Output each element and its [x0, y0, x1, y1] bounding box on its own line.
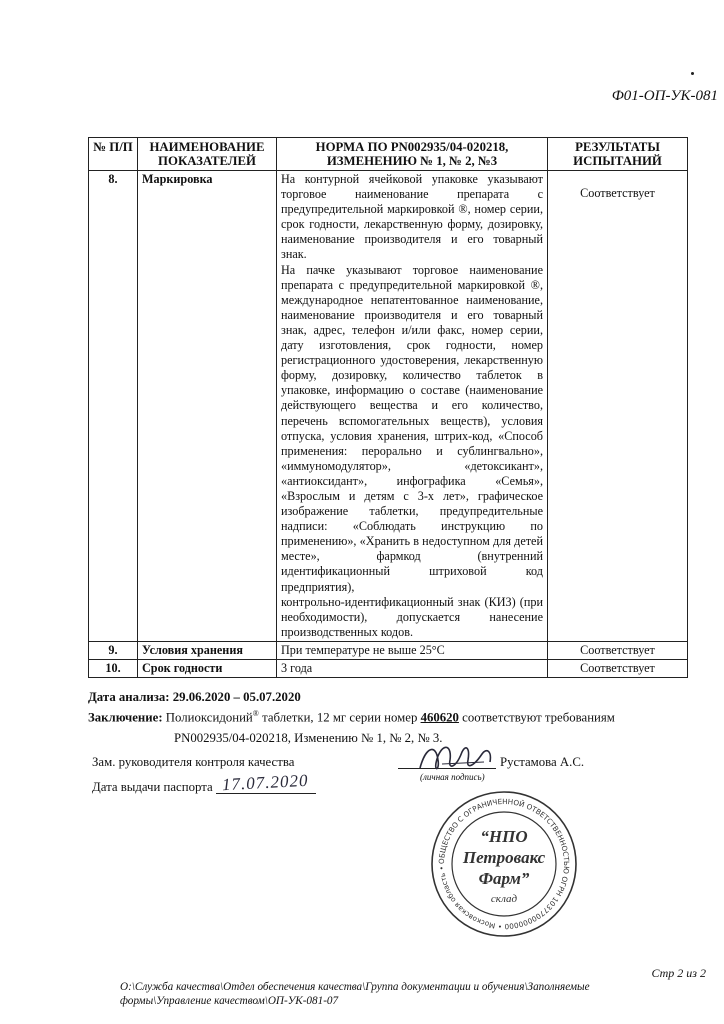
stamp-line1: “НПО [480, 827, 528, 846]
row-result: Соответствует [548, 660, 688, 678]
row-result: Соответствует [548, 171, 688, 642]
row-name: Маркировка [138, 171, 277, 642]
header-result: РЕЗУЛЬТАТЫ ИСПЫТАНИЙ [548, 138, 688, 171]
document-code: Ф01-ОП-УК-081 [611, 88, 718, 104]
table-header-row [89, 138, 688, 171]
signatory-position: Зам. руководителя контроля качества [92, 755, 295, 769]
conclusion [88, 709, 615, 725]
row-result: Соответствует [548, 641, 688, 659]
norm-paragraph: На контурной ячейковой упаковке указывают торговое наименование препарата с предупредительной маркировкой ®, номер серии, срок годности, лекарственную форму, дозировку, наименование производителя и его товарный знак. [281, 172, 543, 262]
analysis-label: Дата анализа: [88, 690, 170, 704]
analysis-date [88, 690, 301, 705]
header-norm: НОРМА ПО PN002935/04-020218, ИЗМЕНЕНИЮ № 1, № 2, №3 [277, 138, 548, 171]
company-stamp [430, 790, 578, 938]
header-num: № П/П [89, 138, 138, 171]
signature-scribble [412, 738, 502, 778]
table-row [89, 641, 688, 659]
row-name: Условия хранения [138, 641, 277, 659]
norm-paragraph: контрольно-идентификационный знак (КИЗ) (при необходимости), допускается нанесение производственных кодов. [281, 594, 543, 639]
conclusion-text: соответствуют требованиям [458, 710, 615, 725]
conclusion-line2: PN002935/04-020218, Изменению № 1, № 2, № 3. [174, 731, 443, 745]
table-row [89, 660, 688, 678]
registered-mark: ® [252, 709, 259, 718]
scan-speck [691, 72, 694, 75]
quality-table [88, 137, 688, 678]
analysis-value: 29.06.2020 – 05.07.2020 [172, 690, 301, 704]
table-row [89, 171, 688, 642]
row-name: Срок годности [138, 660, 277, 678]
page-number: Стр 2 из 2 [651, 966, 706, 980]
conclusion-text: таблетки, 12 мг серии номер [258, 710, 421, 725]
footer-line: О:\Служба качества\Отдел обеспечения качества\Группа документации и обучения\Заполняемые [120, 981, 590, 993]
series-number: 460620 [420, 710, 459, 725]
passport-date-handwritten: 17.07.2020 [221, 770, 309, 795]
footer-line: формы\Управление качеством\ОП-УК-081-07 [120, 995, 339, 1007]
row-num: 10. [89, 660, 138, 678]
stamp-line2: Петровакс [462, 848, 546, 867]
stamp-line3: Фарм” [478, 869, 530, 888]
stamp-ring-text: ОБЩЕСТВО С ОГРАНИЧЕННОЙ ОТВЕТСТВЕННОСТЬЮ ОГРН 1037700000000 • Московская область • [436, 796, 572, 932]
stamp-line4: склад [490, 893, 518, 905]
row-norm: При температуре не выше 25°С [277, 641, 548, 659]
norm-paragraph: На пачке указывают торговое наименование препарата с предупредительной маркировкой ®, международное непатентованное наименование, наименование производителя и его товарный знак, адрес, телефон и/или факс, номер серии, дату изготовления, срок годности, номер регистрационного удостоверения, лекарственную форму, дозировку, количество таблеток в упаковке, информацию о составе (наименование действующего вещества и его количество, перечень вспомогательных веществ), условия отпуска, условия хранения, штрих-код, «Способ применения: перорально и сублингвально», «иммуномодулятор», «детоксикант», «антиоксидант», инфографика «Семья», «Взрослым и детям с 3-х лет», графическое изображение таблетки, предупредительные надписи: «Соблюдать инструкцию по применению», «Хранить в недоступном для детей месте», фармкод (внутренний идентификационный штриховой код предприятия), [281, 262, 543, 594]
header-name: НАИМЕНОВАНИЕ ПОКАЗАТЕЛЕЙ [138, 138, 277, 171]
signatory-name: Рустамова А.С. [500, 755, 585, 769]
row-num: 8. [89, 171, 138, 642]
conclusion-text: Полиоксидоний [165, 710, 253, 725]
signature-caption: (личная подпись) [420, 772, 485, 782]
row-norm [277, 171, 548, 642]
row-num: 9. [89, 641, 138, 659]
passport-label: Дата выдачи паспорта [92, 780, 213, 794]
row-norm: 3 года [277, 660, 548, 678]
conclusion-label: Заключение: [88, 710, 163, 725]
file-path-footer [120, 980, 590, 1008]
